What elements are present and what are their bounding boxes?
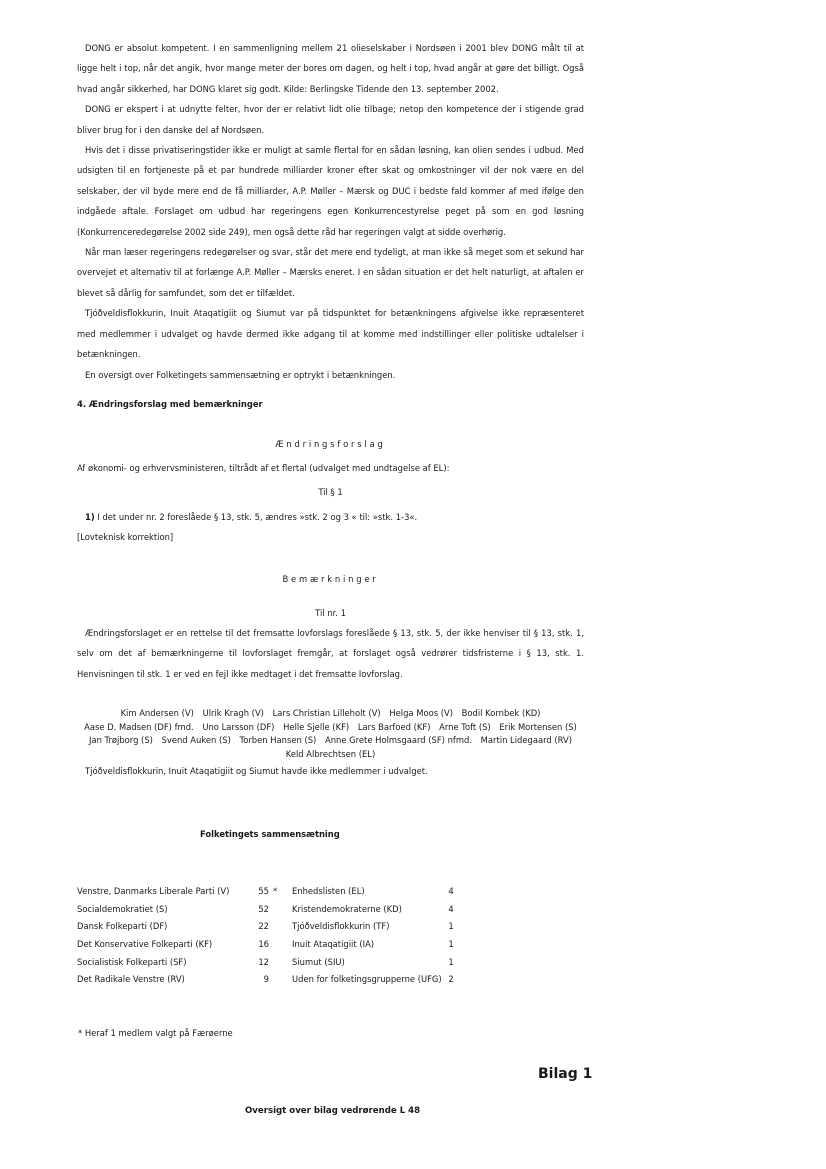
paragraph: DONG er ekspert i at udnytte felter, hvor der er relativt lidt olie tilbage; netop den kompetence der i stigende grad bliver brug for i den danske del af Nordsøen. xyxy=(77,104,584,135)
amendment-item xyxy=(77,507,584,527)
section-heading: 4. Ændringsforslag med bemærkninger xyxy=(77,398,263,409)
seat-count: 9 xyxy=(263,974,269,985)
remarks-text: Ændringsforslaget er en rettelse til det fremsatte lovforslags foreslåede § 13, stk. 5, der ikke henviser til § 13, stk. 1, selv om det af bemærkningerne til lovforslaget fremgår, at forslaget også vedrører tidsfristerne i § 13, stk. 1. Henvisningen til stk. 1 er ved en fejl ikke medtaget i det fremsatte lovforslag. xyxy=(77,627,584,679)
committee-signers xyxy=(77,707,584,761)
party-name: Det Konservative Folkeparti (KF) xyxy=(77,938,213,949)
signer: Anne Grete Holmsgaard (SF) nfmd. xyxy=(324,735,472,746)
party-name: Socialdemokratiet (S) xyxy=(77,903,168,914)
footnote-mark: * xyxy=(273,885,278,896)
signer: Helle Sjelle (KF) xyxy=(283,721,350,732)
amendment-item-text: I det under nr. 2 foreslåede § 13, stk. 5, ændres »stk. 2 og 3 « til: »stk. 1-3«. xyxy=(94,511,418,522)
remarks-title: Bemærkninger xyxy=(282,573,379,584)
seat-count: 1 xyxy=(448,938,454,949)
party-name: Dansk Folkeparti (DF) xyxy=(77,921,168,932)
seat-count: 55 xyxy=(258,885,269,896)
party-name: Det Radikale Venstre (RV) xyxy=(77,974,185,985)
remarks-reference: Til nr. 1 xyxy=(315,607,346,618)
signer: Lars Christian Lilleholt (V) xyxy=(272,708,381,718)
correction-note: [Lovteknisk korrektion] xyxy=(77,531,174,542)
seat-count: 4 xyxy=(448,885,454,896)
document-body xyxy=(77,38,584,684)
seat-count: 4 xyxy=(448,903,454,914)
paragraph-reference: Til § 1 xyxy=(318,486,343,497)
footnote-mark xyxy=(269,935,292,953)
seat-count: 52 xyxy=(258,903,269,914)
composition-footnote: * Heraf 1 medlem valgt på Færøerne xyxy=(78,1028,233,1038)
table-row xyxy=(77,900,454,918)
signers-line xyxy=(77,721,584,735)
amendment-title: Ændringsforslag xyxy=(275,438,386,449)
footnote-mark xyxy=(269,900,292,918)
signer: Svend Auken (S) xyxy=(161,735,231,746)
party-name: Kristendemokraterne (KD) xyxy=(292,903,402,914)
appendix-label: Bilag 1 xyxy=(538,1066,593,1082)
composition-title: Folketingets sammensætning xyxy=(200,829,340,839)
party-name: Inuit Ataqatigiit (IA) xyxy=(292,938,375,949)
seat-count: 12 xyxy=(258,956,269,967)
footnote-mark xyxy=(269,970,292,988)
signers-line xyxy=(77,707,584,721)
signer: Torben Hansen (S) xyxy=(239,735,317,746)
footnote-mark xyxy=(269,917,292,935)
paragraph: Tjóðveldisflokkurin, Inuit Ataqatigiit og Siumut var på tidspunktet for betænkningens afgivelse ikke repræsenteret med medlemmer i udvalget og havde dermed ikke adgang til at komme med indstillinger eller politiske udtalelser i betænkningen. xyxy=(77,308,584,360)
signer: Kim Andersen (V) xyxy=(120,708,194,718)
signer: Jan Trøjborg (S) xyxy=(88,735,153,746)
seat-count: 16 xyxy=(258,938,269,949)
appendix-title: Oversigt over bilag vedrørende L 48 xyxy=(245,1106,421,1116)
seat-count: 1 xyxy=(448,956,454,967)
paragraph: DONG er absolut kompetent. I en sammenligning mellem 21 olieselskaber i Nordsøen i 2001 blev DONG målt til at ligge helt i top, når det angik, hvor mange meter der bores om dagen, og helt i top, hvad angår at gøre det billigt. Også hvad angår sikkerhed, har DONG klaret sig godt. Kilde: Berlingske Tidende den 13. september 2002. xyxy=(77,43,584,94)
signer: Lars Barfoed (KF) xyxy=(357,721,431,732)
paragraph: En oversigt over Folketingets sammensætning er optrykt i betænkningen. xyxy=(85,369,396,380)
signer: Uno Larsson (DF) xyxy=(202,721,275,732)
paragraph: Når man læser regeringens redegørelser og svar, står det mere end tydeligt, at man ikke så meget som et sekund har overvejet et alternativ til at forlænge A.P. Møller – Mærsks eneret. I en sådan situation er det helt naturligt, at aftalen er blevet så dårlig for samfundet, som det er tilfældet. xyxy=(77,247,584,298)
footnote-mark xyxy=(269,953,292,971)
party-name: Enhedslisten (EL) xyxy=(292,885,365,896)
signer: Arne Toft (S) xyxy=(439,721,491,732)
table-row xyxy=(77,882,454,900)
signer: Aase D. Madsen (DF) fmd. xyxy=(84,721,194,732)
composition-table xyxy=(77,882,454,988)
party-name: Venstre, Danmarks Liberale Parti (V) xyxy=(77,885,230,896)
table-row xyxy=(77,935,454,953)
table-row xyxy=(77,970,454,988)
signers-line xyxy=(77,734,584,748)
signer: Helga Moos (V) xyxy=(389,708,453,718)
signer: Ulrik Kragh (V) xyxy=(202,708,264,718)
amendment-intro: Af økonomi- og erhvervsministeren, tiltrådt af et flertal (udvalget med undtagelse af EL): xyxy=(77,462,450,473)
committee-note: Tjóðveldisflokkurin, Inuit Ataqatigiit og Siumut havde ikke medlemmer i udvalget. xyxy=(85,766,428,776)
seat-count: 22 xyxy=(258,921,269,932)
party-name: Uden for folketingsgrupperne (UFG) xyxy=(292,974,442,985)
signer: Bodil Kornbek (KD) xyxy=(461,708,541,718)
seat-count: 1 xyxy=(448,921,454,932)
party-name: Tjóðveldisflokkurin (TF) xyxy=(292,921,390,932)
table-row xyxy=(77,917,454,935)
signer: Keld Albrechtsen (EL) xyxy=(285,748,376,759)
signer: Martin Lidegaard (RV) xyxy=(480,735,572,746)
signer: Erik Mortensen (S) xyxy=(499,721,577,732)
signers-line xyxy=(77,748,584,762)
party-name: Siumut (SIU) xyxy=(292,956,345,967)
table-row xyxy=(77,953,454,971)
party-name: Socialistisk Folkeparti (SF) xyxy=(77,956,187,967)
seat-count: 2 xyxy=(448,974,454,985)
paragraph: Hvis det i disse privatiseringstider ikke er muligt at samle flertal for en sådan løsning, kan olien sendes i udbud. Med udsigten til en fortjeneste på et par hundrede milliarder kroner efter skat og omkostninger vil der nok være en del selskaber, der vil byde mere end de få milliarder, A.P. Møller – Mærsk og DUC i bedste fald kommer af med ifølge den indgåede aftale. Forslaget om udbud har regeringens egen Konkurrencestyrelse peget på som en god løsning (Konkurrenceredegørelse 2002 side 249), men også dette råd har regeringen valgt at sidde overhørig. xyxy=(77,145,584,237)
amendment-item-number: 1) xyxy=(85,511,95,522)
